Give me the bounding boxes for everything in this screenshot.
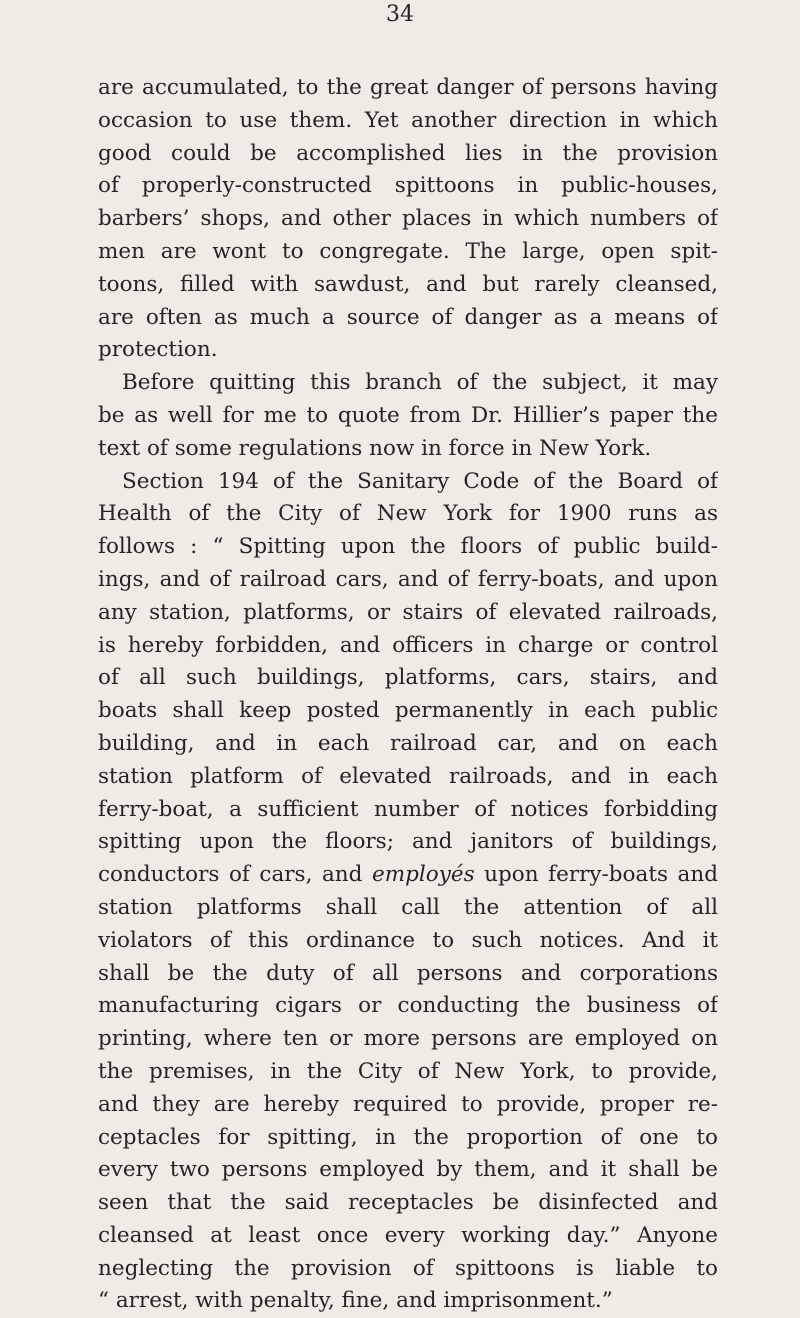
text-line-segment: Health of the City of New York for 1900 runs as: [98, 501, 718, 527]
body-text: [98, 72, 718, 1318]
text-line: [98, 826, 718, 859]
text-line: [98, 630, 718, 663]
text-line-segment: printing, where ten or more persons are employed on: [98, 1026, 718, 1052]
text-line: [98, 531, 718, 564]
text-line-segment: is hereby forbidden, and officers in charge or control: [98, 632, 718, 658]
text-line: [98, 859, 718, 892]
text-line: [98, 138, 718, 171]
text-line: [98, 1220, 718, 1253]
text-line-segment: any station, platforms, or stairs of elevated railroads,: [98, 599, 718, 625]
text-line-segment: men are wont to congregate. The large, open spit-: [98, 238, 718, 264]
text-line: [98, 236, 718, 269]
text-line-segment: manufacturing cigars or conducting the business of: [98, 993, 718, 1019]
text-line: [98, 334, 718, 367]
text-line: [98, 1089, 718, 1122]
text-line: [98, 433, 718, 466]
text-line: [98, 105, 718, 138]
text-line-segment: Before quitting this branch of the subject, it may: [122, 370, 718, 396]
text-line-segment: upon ferry-boats and: [474, 862, 718, 888]
text-line-segment: follows : “ Spitting upon the floors of public build-: [98, 534, 718, 560]
text-line-segment: are often as much a source of danger as a means of: [98, 304, 718, 330]
text-line: [98, 1122, 718, 1155]
text-line: [98, 662, 718, 695]
text-line-segment: text of some regulations now in force in New York.: [98, 435, 652, 461]
text-line-segment: ings, and of railroad cars, and of ferry-boats, and upon: [98, 566, 718, 592]
text-line: [98, 269, 718, 302]
text-line: [98, 72, 718, 105]
text-line: [98, 597, 718, 630]
text-line: [98, 925, 718, 958]
text-line-segment: cleansed at least once every working day.” Anyone: [98, 1222, 718, 1248]
text-line-segment: boats shall keep posted permanently in each public: [98, 698, 718, 724]
text-line: [98, 302, 718, 335]
text-line-segment: conductors of cars, and: [98, 862, 372, 888]
text-line-segment: toons, filled with sawdust, and but rarely cleansed,: [98, 271, 718, 297]
text-line-segment: every two persons employed by them, and it shall be: [98, 1157, 718, 1183]
text-line-segment: seen that the said receptacles be disinfected and: [98, 1190, 718, 1216]
text-line-segment: shall be the duty of all persons and corporations: [98, 960, 718, 986]
text-line-segment: employés: [372, 862, 475, 888]
text-line: [98, 761, 718, 794]
text-line: [98, 466, 718, 499]
text-line: [98, 203, 718, 236]
text-line-segment: station platforms shall call the attention of all: [98, 894, 718, 920]
text-line-segment: and they are hereby required to provide, proper re-: [98, 1091, 718, 1117]
page-number: 34: [386, 2, 414, 27]
text-line-segment: ferry-boat, a sufficient number of notices forbidding: [98, 796, 718, 822]
text-line-segment: spitting upon the floors; and janitors of buildings,: [98, 829, 718, 855]
text-line: [98, 1154, 718, 1187]
text-line-segment: occasion to use them. Yet another direction in which: [98, 107, 718, 133]
text-line: [98, 990, 718, 1023]
text-line-segment: ceptacles for spitting, in the proportion of one to: [98, 1124, 718, 1150]
text-line: [98, 1023, 718, 1056]
text-line: [98, 695, 718, 728]
text-line: [98, 170, 718, 203]
text-line: [98, 1056, 718, 1089]
text-line: [98, 564, 718, 597]
text-line-segment: station platform of elevated railroads, and in each: [98, 763, 718, 789]
text-line-segment: Section 194 of the Sanitary Code of the Board of: [122, 468, 718, 494]
text-line-segment: of properly-constructed spittoons in public-houses,: [98, 173, 718, 199]
text-line: [98, 400, 718, 433]
text-line-segment: protection.: [98, 337, 218, 363]
text-line-segment: violators of this ordinance to such notices. And it: [98, 927, 718, 953]
text-line: [98, 958, 718, 991]
text-line-segment: of all such buildings, platforms, cars, stairs, and: [98, 665, 718, 691]
text-line: [98, 728, 718, 761]
text-line-segment: be as well for me to quote from Dr. Hillier’s paper the: [98, 402, 718, 428]
text-line-segment: barbers’ shops, and other places in which numbers of: [98, 206, 718, 232]
text-line: [98, 498, 718, 531]
text-line-segment: are accumulated, to the great danger of persons having: [98, 75, 718, 100]
text-line-segment: neglecting the provision of spittoons is liable to: [98, 1255, 718, 1281]
text-line: [98, 794, 718, 827]
text-line-segment: good could be accomplished lies in the provision: [98, 140, 718, 166]
text-line: [98, 1253, 718, 1286]
text-line-segment: “ arrest, with penalty, fine, and imprisonment.”: [98, 1288, 613, 1314]
text-line: [98, 1285, 718, 1318]
text-line-segment: the premises, in the City of New York, to provide,: [98, 1058, 718, 1084]
text-line: [98, 367, 718, 400]
text-line-segment: building, and in each railroad car, and on each: [98, 730, 718, 756]
text-line: [98, 892, 718, 925]
